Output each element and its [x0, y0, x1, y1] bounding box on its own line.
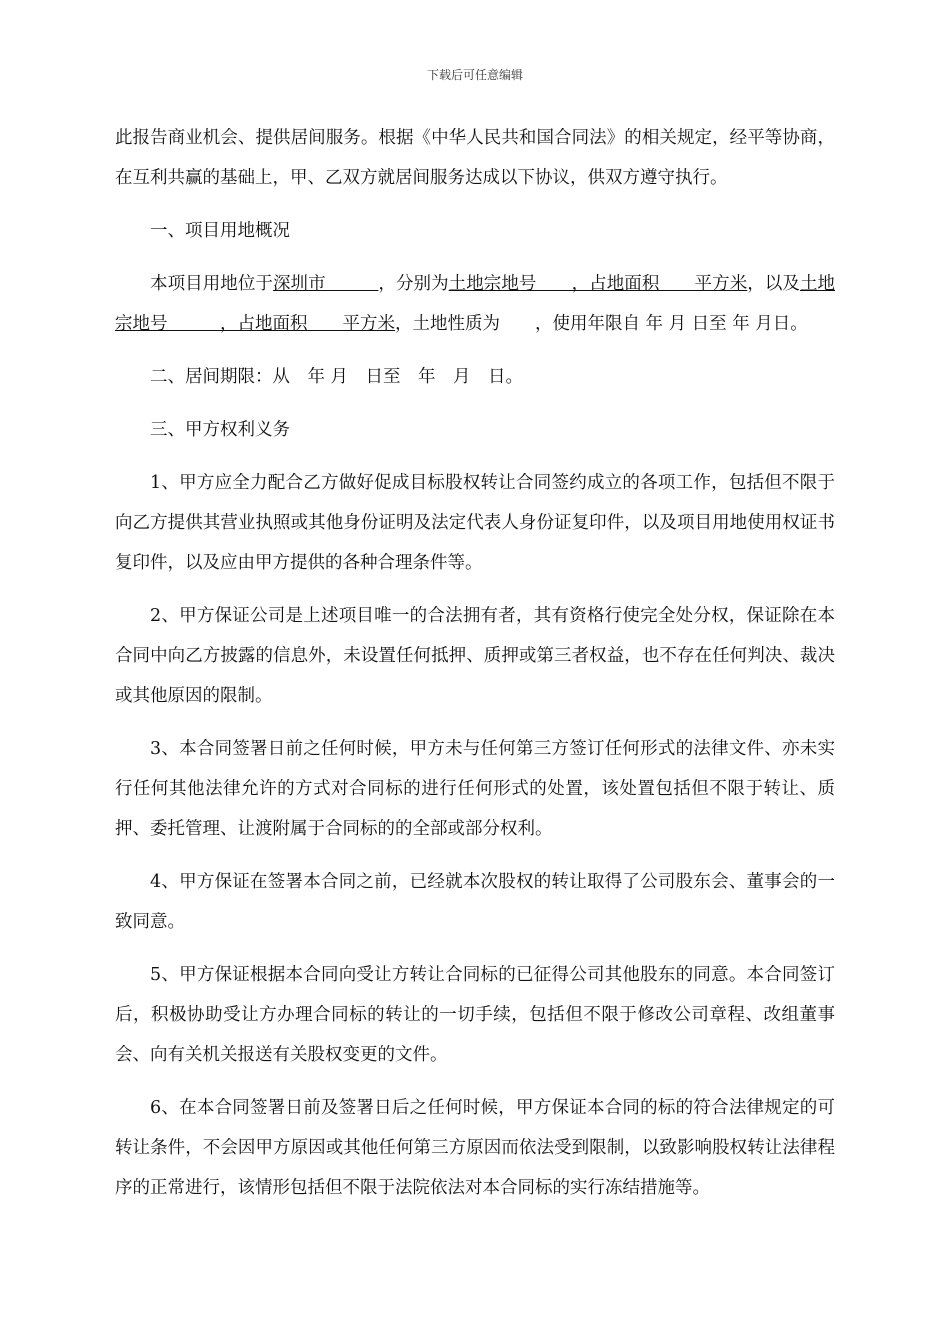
text-segment: ，分别为 — [378, 274, 449, 294]
paragraph-project-land — [115, 264, 835, 344]
blank-location: 深圳市 — [272, 274, 379, 294]
document-body — [115, 118, 835, 1221]
clause-1: 1、甲方应全力配合乙方做好促成目标股权转让合同签约成立的各项工作，包括但不限于向乙方提供其营业执照或其他身份证明及法定代表人身份证复印件，以及项目用地使用权证书复印件，以及应由甲方提供的各种合理条件等。 — [115, 473, 835, 573]
blank-parcel-1: 土地宗地号 ，占地面积 平方米 — [448, 274, 748, 294]
paragraph-intro: 此报告商业机会、提供居间服务。根据《中华人民共和国合同法》的相关规定，经平等协商，在互利共赢的基础上，甲、乙双方就居间服务达成以下协议，供双方遵守执行。 — [115, 128, 835, 188]
text-segment: ，以及 — [747, 274, 800, 294]
section-heading-party-a-rights: 三、甲方权利义务 — [150, 420, 290, 440]
section-heading-term: 二、居间期限：从 年 月 日至 年 月 日。 — [150, 367, 524, 387]
text-segment: 本项目用地位于 — [150, 274, 273, 294]
clause-4: 4、甲方保证在签署本合同之前，已经就本次股权的转让取得了公司股东会、董事会的一致同意。 — [115, 872, 835, 932]
clause-6: 6、在本合同签署日前及签署日后之任何时候，甲方保证本合同的标的符合法律规定的可转让条件，不会因甲方原因或其他任何第三方原因而依法受到限制，以致影响股权转让法律程序的正常进行，该情形包括但不限于法院依法对本合同标的实行冻结措施等。 — [115, 1098, 835, 1198]
page-header: 下载后可任意编辑 — [426, 68, 523, 82]
section-heading-project-land: 一、项目用地概况 — [150, 221, 290, 241]
clause-5: 5、甲方保证根据本合同向受让方转让合同标的已征得公司其他股东的同意。本合同签订后，积极协助受让方办理合同标的转让的一切手续，包括但不限于修改公司章程、改组董事会、向有关机关报送有关股权变更的文件。 — [115, 965, 835, 1065]
blank-parcel-2: 土地宗地号 ，占地面积 平方米 — [115, 274, 836, 334]
clause-3: 3、本合同签署日前之任何时候，甲方未与任何第三方签订任何形式的法律文件、亦未实行任何其他法律允许的方式对合同标的进行任何形式的处置，该处置包括但不限于转让、质押、委托管理、让渡附属于合同标的的全部或部分权利。 — [115, 739, 835, 839]
text-segment: ，土地性质为 ，使用年限自 年 月 日至 年 月日。 — [395, 314, 808, 334]
clause-2: 2、甲方保证公司是上述项目唯一的合法拥有者，其有资格行使完全处分权，保证除在本合同中向乙方披露的信息外，未设置任何抵押、质押或第三者权益，也不存在任何判决、裁决或其他原因的限制。 — [115, 606, 835, 706]
